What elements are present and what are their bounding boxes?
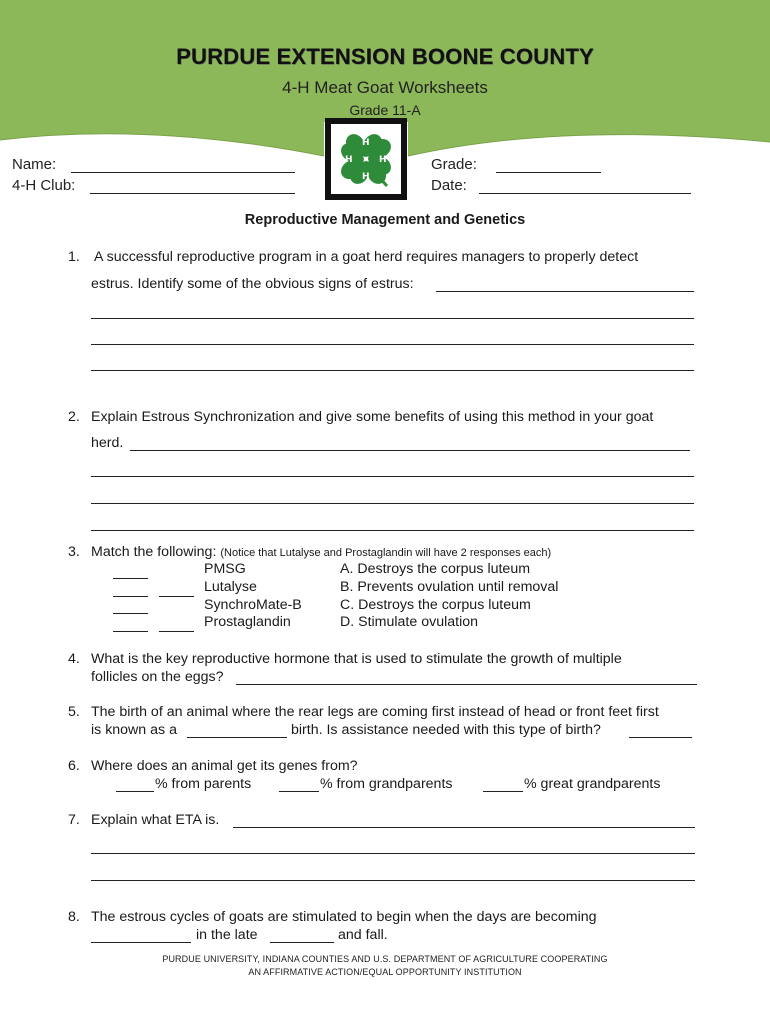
q3-prompt <box>91 544 551 560</box>
q2-answer-line[interactable] <box>130 450 690 451</box>
q1-text-line1: A successful reproductive program in a goat herd requires managers to properly detect <box>94 249 639 265</box>
q8-season-blank[interactable] <box>270 942 334 943</box>
q5-number: 5. <box>68 704 80 720</box>
club-label: 4-H Club: <box>12 177 76 194</box>
q7-answer-line[interactable] <box>91 880 695 881</box>
q6-great-grandparents-blank[interactable] <box>483 791 523 792</box>
date-label: Date: <box>431 177 467 194</box>
q1-answer-line[interactable] <box>91 370 694 371</box>
q2-answer-line[interactable] <box>91 530 694 531</box>
q2-text-line2: herd. <box>91 435 124 451</box>
svg-text:H: H <box>379 155 387 165</box>
match-term: Prostaglandin <box>204 614 291 630</box>
match-term: SynchroMate-B <box>204 597 302 613</box>
match-answer: D. Stimulate ovulation <box>340 614 479 630</box>
q6-option-great-grandparents: % great grandparents <box>524 776 661 792</box>
grade-label: Grade: <box>431 156 477 173</box>
q6-grandparents-blank[interactable] <box>279 791 319 792</box>
q7-number: 7. <box>68 812 80 828</box>
org-title: PURDUE EXTENSION BOONE COUNTY <box>176 44 594 69</box>
name-field[interactable] <box>71 172 295 173</box>
q7-text-line1: Explain what ETA is. <box>91 812 220 828</box>
q7-answer-line[interactable] <box>91 853 695 854</box>
match-blank[interactable] <box>159 631 194 632</box>
match-blank[interactable] <box>113 578 148 579</box>
match-term: PMSG <box>204 561 246 577</box>
q5-text-line2a: is known as a <box>91 722 177 738</box>
q7-answer-line[interactable] <box>233 827 695 828</box>
q8-text-line2a: in the late <box>196 927 258 943</box>
match-blank[interactable] <box>113 613 148 614</box>
name-label: Name: <box>12 156 57 173</box>
q1-answer-line[interactable] <box>91 344 694 345</box>
footer-line1: PURDUE UNIVERSITY, INDIANA COUNTIES AND U.S. DEPARTMENT OF AGRICULTURE COOPERATING <box>162 954 608 964</box>
grade-level: Grade 11-A <box>349 102 421 118</box>
match-term: Lutalyse <box>204 579 257 595</box>
svg-text:H: H <box>362 138 370 148</box>
q6-parents-blank[interactable] <box>116 791 154 792</box>
q6-option-parents: % from parents <box>155 776 252 792</box>
q5-birth-blank[interactable] <box>187 737 287 738</box>
q2-text-line1: Explain Estrous Synchronization and give some benefits of using this method in your goat <box>91 409 654 425</box>
q4-number: 4. <box>68 651 80 667</box>
q1-answer-line[interactable] <box>91 318 694 319</box>
clover-logo <box>325 118 407 200</box>
match-blank[interactable] <box>113 631 148 632</box>
four-h-clover-icon <box>331 124 401 194</box>
q2-answer-line[interactable] <box>91 503 694 504</box>
q6-text-line1: Where does an animal get its genes from? <box>91 758 358 774</box>
q1-answer-line[interactable] <box>436 291 694 292</box>
section-title: Reproductive Management and Genetics <box>244 212 526 228</box>
match-answer: B. Prevents ovulation until removal <box>340 579 559 595</box>
q1-text-line2: estrus. Identify some of the obvious signs of estrus: <box>91 276 414 292</box>
q8-text-line1: The estrous cycles of goats are stimulated to begin when the days are becoming <box>91 909 597 925</box>
q3-note: (Notice that Lutalyse and Prostaglandin will have 2 responses each) <box>220 547 552 559</box>
q3-prompt-text: Match the following: <box>91 544 217 560</box>
q8-number: 8. <box>68 909 80 925</box>
q4-text-line2: follicles on the eggs? <box>91 669 224 685</box>
q5-text-line2b: birth. Is assistance needed with this type of birth? <box>291 722 601 738</box>
q6-option-grandparents: % from grandparents <box>320 776 453 792</box>
q4-answer-line[interactable] <box>236 684 697 685</box>
q4-text-line1: What is the key reproductive hormone that is used to stimulate the growth of multiple <box>91 651 622 667</box>
svg-text:H: H <box>362 172 370 182</box>
q5-assistance-blank[interactable] <box>629 737 692 738</box>
grade-field[interactable] <box>496 172 601 173</box>
date-field[interactable] <box>479 193 691 194</box>
match-answer: C. Destroys the corpus luteum <box>340 597 531 613</box>
club-field[interactable] <box>90 193 295 194</box>
svg-text:H: H <box>345 155 353 165</box>
q2-answer-line[interactable] <box>91 476 694 477</box>
match-answer: A. Destroys the corpus luteum <box>340 561 531 577</box>
q6-number: 6. <box>68 758 80 774</box>
footer-line2: AN AFFIRMATIVE ACTION/EQUAL OPPORTUNITY INSTITUTION <box>248 967 522 977</box>
q2-number: 2. <box>68 409 80 425</box>
q3-number: 3. <box>68 544 80 560</box>
match-blank[interactable] <box>113 596 148 597</box>
q8-text-line2b: and fall. <box>338 927 388 943</box>
match-blank[interactable] <box>159 596 194 597</box>
q5-text-line1: The birth of an animal where the rear legs are coming first instead of head or front feet first <box>91 704 659 720</box>
worksheet-subtitle: 4-H Meat Goat Worksheets <box>282 78 488 97</box>
q8-days-blank[interactable] <box>91 942 191 943</box>
q1-number: 1. <box>68 249 80 265</box>
